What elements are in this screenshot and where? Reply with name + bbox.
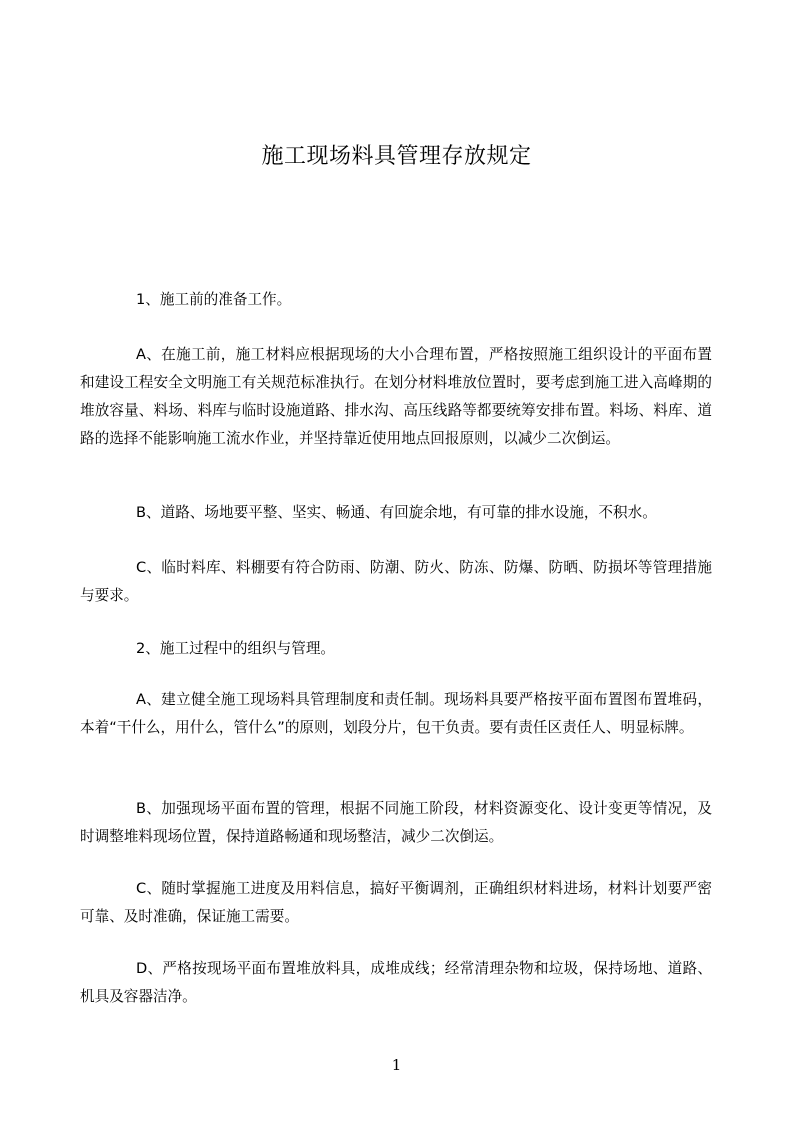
paragraph-2d: D、严格按现场平面布置堆放料具，成堆成线；经常清理杂物和垃圾，保持场地、道路、机具及容器洁净。 [80, 960, 712, 1005]
paragraph-1c: C、临时料库、料棚要有符合防雨、防潮、防火、防冻、防爆、防晒、防损坏等管理措施与要求。 [80, 559, 712, 604]
paragraph-2b: B、加强现场平面布置的管理，根据不同施工阶段，材料资源变化、设计变更等情况，及时调整堆料现场位置，保持道路畅通和现场整洁，减少二次倒运。 [80, 800, 712, 845]
paragraph-2c: C、随时掌握施工进度及用料信息，搞好平衡调剂，正确组织材料进场，材料计划要严密可靠、及时准确，保证施工需要。 [80, 880, 712, 925]
paragraph-2a: A、建立健全施工现场料具管理制度和责任制。现场料具要严格按平面布置图布置堆码，本着“干什么，用什么，管什么”的原则，划段分片，包干负责。要有责任区责任人、明显标牌。 [80, 691, 712, 736]
page-number: 1 [391, 1056, 402, 1074]
paragraph-section-1-heading: 1、施工前的准备工作。 [136, 291, 292, 308]
paragraph-section-2-heading: 2、施工过程中的组织与管理。 [136, 640, 336, 657]
document-title: 施工现场料具管理存放规定 [261, 144, 532, 169]
paragraph-1a: A、在施工前，施工材料应根据现场的大小合理布置，严格按照施工组织设计的平面布置和建设工程安全文明施工有关规范标准执行。在划分材料堆放位置时，要考虑到施工进入高峰期的堆放容量、料场、料库与临时设施道路、排水沟、高压线路等都要统筹安排布置。料场、料库、道路的选择不能影响施工流水作业，并坚持靠近使用地点回报原则，以减少二次倒运。 [80, 346, 712, 447]
paragraph-1b: B、道路、场地要平整、坚实、畅通、有回旋余地，有可靠的排水设施，不积水。 [136, 504, 657, 521]
